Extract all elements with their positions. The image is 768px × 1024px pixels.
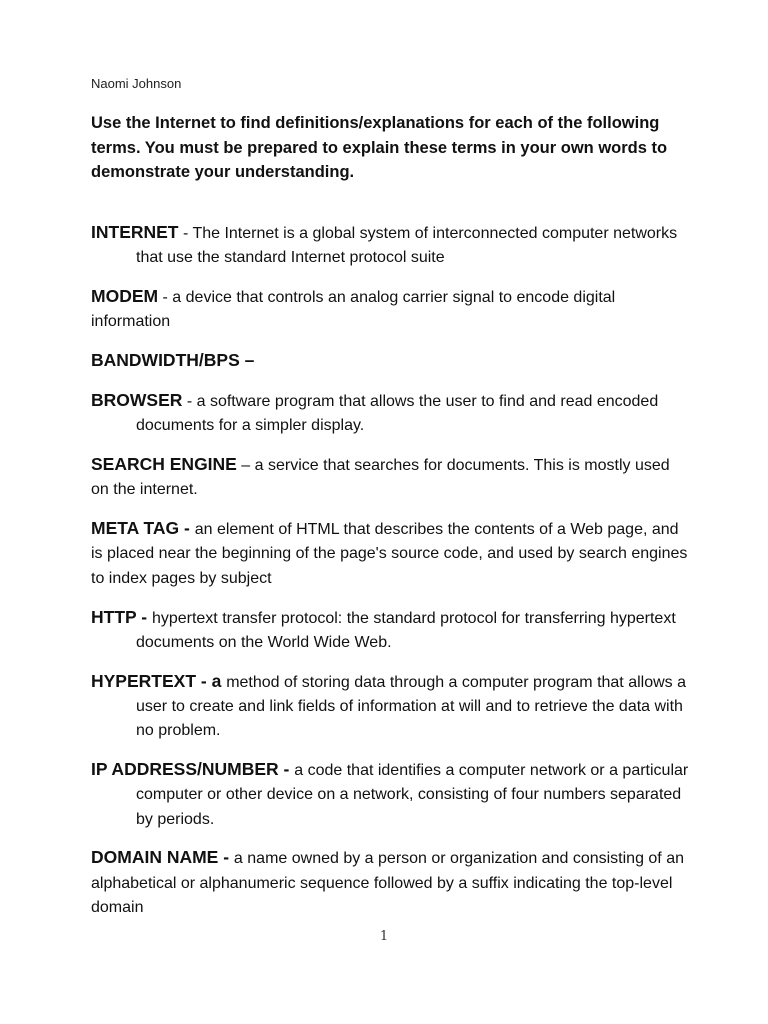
term-entry-http — [91, 605, 691, 656]
terms-list — [91, 220, 691, 934]
term-name: META TAG — [91, 518, 180, 539]
term-entry-browser — [91, 388, 691, 439]
term-entry-search-engine — [91, 452, 691, 503]
instructions-paragraph: Use the Internet to find definitions/explanations for each of the following terms. You must be prepared to explain these terms in your own words to demonstrate your understanding. — [91, 114, 668, 181]
term-separator: - — [179, 518, 195, 539]
term-definition: a service that searches for documents. This is mostly used on the internet. — [91, 457, 670, 499]
term-entry-ip-address — [91, 757, 691, 832]
term-definition: The Internet is a global system of interconnected computer networks that use the standard Internet protocol suite — [136, 225, 678, 267]
page-number: 1 — [379, 929, 389, 944]
term-name: MODEM — [91, 286, 159, 307]
term-entry-meta-tag — [91, 516, 691, 591]
term-separator: – — [236, 457, 255, 475]
term-definition: an element of HTML that describes the contents of a Web page, and is placed near the beginning of the page's source code, and used by search engines to index pages by subject — [91, 521, 688, 587]
term-entry-modem — [91, 284, 691, 335]
term-separator: – — [239, 350, 255, 371]
term-entry-hypertext — [91, 669, 691, 744]
author-name: Naomi Johnson — [91, 76, 182, 91]
term-name: BANDWIDTH/BPS — [91, 350, 240, 371]
term-name: INTERNET — [91, 222, 179, 242]
term-name: BROWSER — [91, 389, 183, 410]
term-name: SEARCH ENGINE — [91, 454, 237, 475]
term-definition: hypertext transfer protocol: the standard protocol for transferring hypertext documents on the World Wide Web. — [136, 609, 676, 651]
term-separator: - — [136, 606, 152, 627]
term-definition: a software program that allows the user to find and read encoded documents for a simpler display. — [136, 392, 659, 435]
term-definition: method of storing data through a computer program that allows a user to create and link fields of information at will and to retrieve the data with no problem. — [136, 673, 686, 740]
term-definition: a device that controls an analog carrier signal to encode digital information — [91, 289, 616, 331]
term-name: HYPERTEXT — [91, 670, 197, 691]
term-separator: - — [218, 847, 234, 868]
term-separator: - — [178, 225, 193, 242]
term-entry-internet — [91, 220, 691, 271]
term-separator: - — [182, 392, 197, 410]
term-definition: a name owned by a person or organization and consisting of an alphabetical or alphanumeric sequence followed by a suffix indicating the top-level domain — [91, 850, 684, 917]
term-entry-bandwidth — [91, 348, 691, 374]
term-name: IP ADDRESS/NUMBER — [91, 759, 279, 780]
term-name: HTTP — [91, 606, 137, 627]
term-entry-domain-name — [91, 845, 691, 920]
term-name: DOMAIN NAME — [91, 847, 219, 868]
term-separator: - a — [196, 670, 227, 691]
term-definition: a code that identifies a computer network or a particular computer or other device on a network, consisting of four numbers separated by periods. — [136, 762, 689, 828]
term-separator: - — [158, 289, 173, 307]
term-separator: - — [278, 759, 295, 780]
